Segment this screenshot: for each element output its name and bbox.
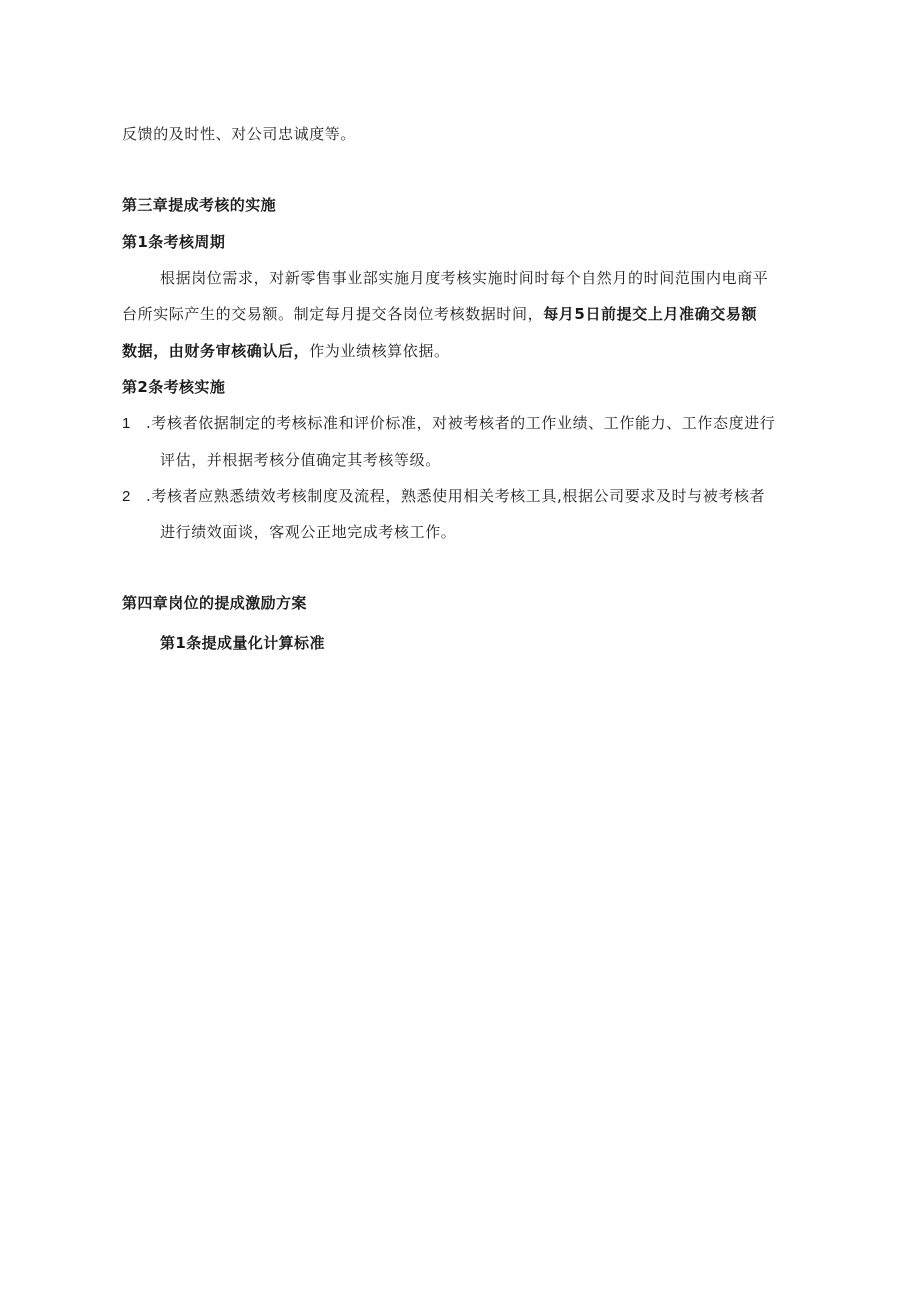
continuation-text: 反馈的及时性、对公司忠诚度等。 [122,125,357,143]
article1-paragraph-line2 [122,304,757,324]
list-item-1-line2: 评估，并根据考核分值确定其考核等级。 [160,451,441,469]
chapter4-title: 第四章岗位的提成激励方案 [122,594,307,612]
article1-paragraph-line3 [122,341,450,361]
article1-paragraph-line1: 根据岗位需求，对新零售事业部实施月度考核实施时间时每个自然月的时间范围内电商平 [160,269,769,287]
list-item-2-number: 2 [122,488,131,505]
list-item-1-line1 [122,413,775,434]
list-item-1-text: .考核者依据制定的考核标准和评价标准，对被考核者的工作业绩、工作能力、工作态度进行 [146,414,776,432]
list-item-2-text: .考核者应熟悉绩效考核制度及流程，熟悉使用相关考核工具,根据公司要求及时与被考核者 [146,487,766,505]
article1-line3-bold: 数据，由财务审核确认后， [122,342,310,360]
article1-line2-plain: 台所实际产生的交易额。制定每月提交各岗位考核数据时间， [122,305,544,323]
chapter4-article1-title: 第1条提成量化计算标准 [160,634,325,652]
chapter3-article1-title: 第1条考核周期 [122,233,226,251]
list-item-2-line1 [122,486,765,507]
article1-line3-plain: 作为业绩核算依据。 [309,342,450,360]
chapter3-title: 第三章提成考核的实施 [122,196,277,214]
article1-line2-bold: 每月5日前提交上月准确交易额 [543,305,758,323]
list-item-1-number: 1 [122,415,131,432]
list-item-2-line2: 进行绩效面谈，客观公正地完成考核工作。 [160,523,457,541]
chapter3-article2-title: 第2条考核实施 [122,378,226,396]
